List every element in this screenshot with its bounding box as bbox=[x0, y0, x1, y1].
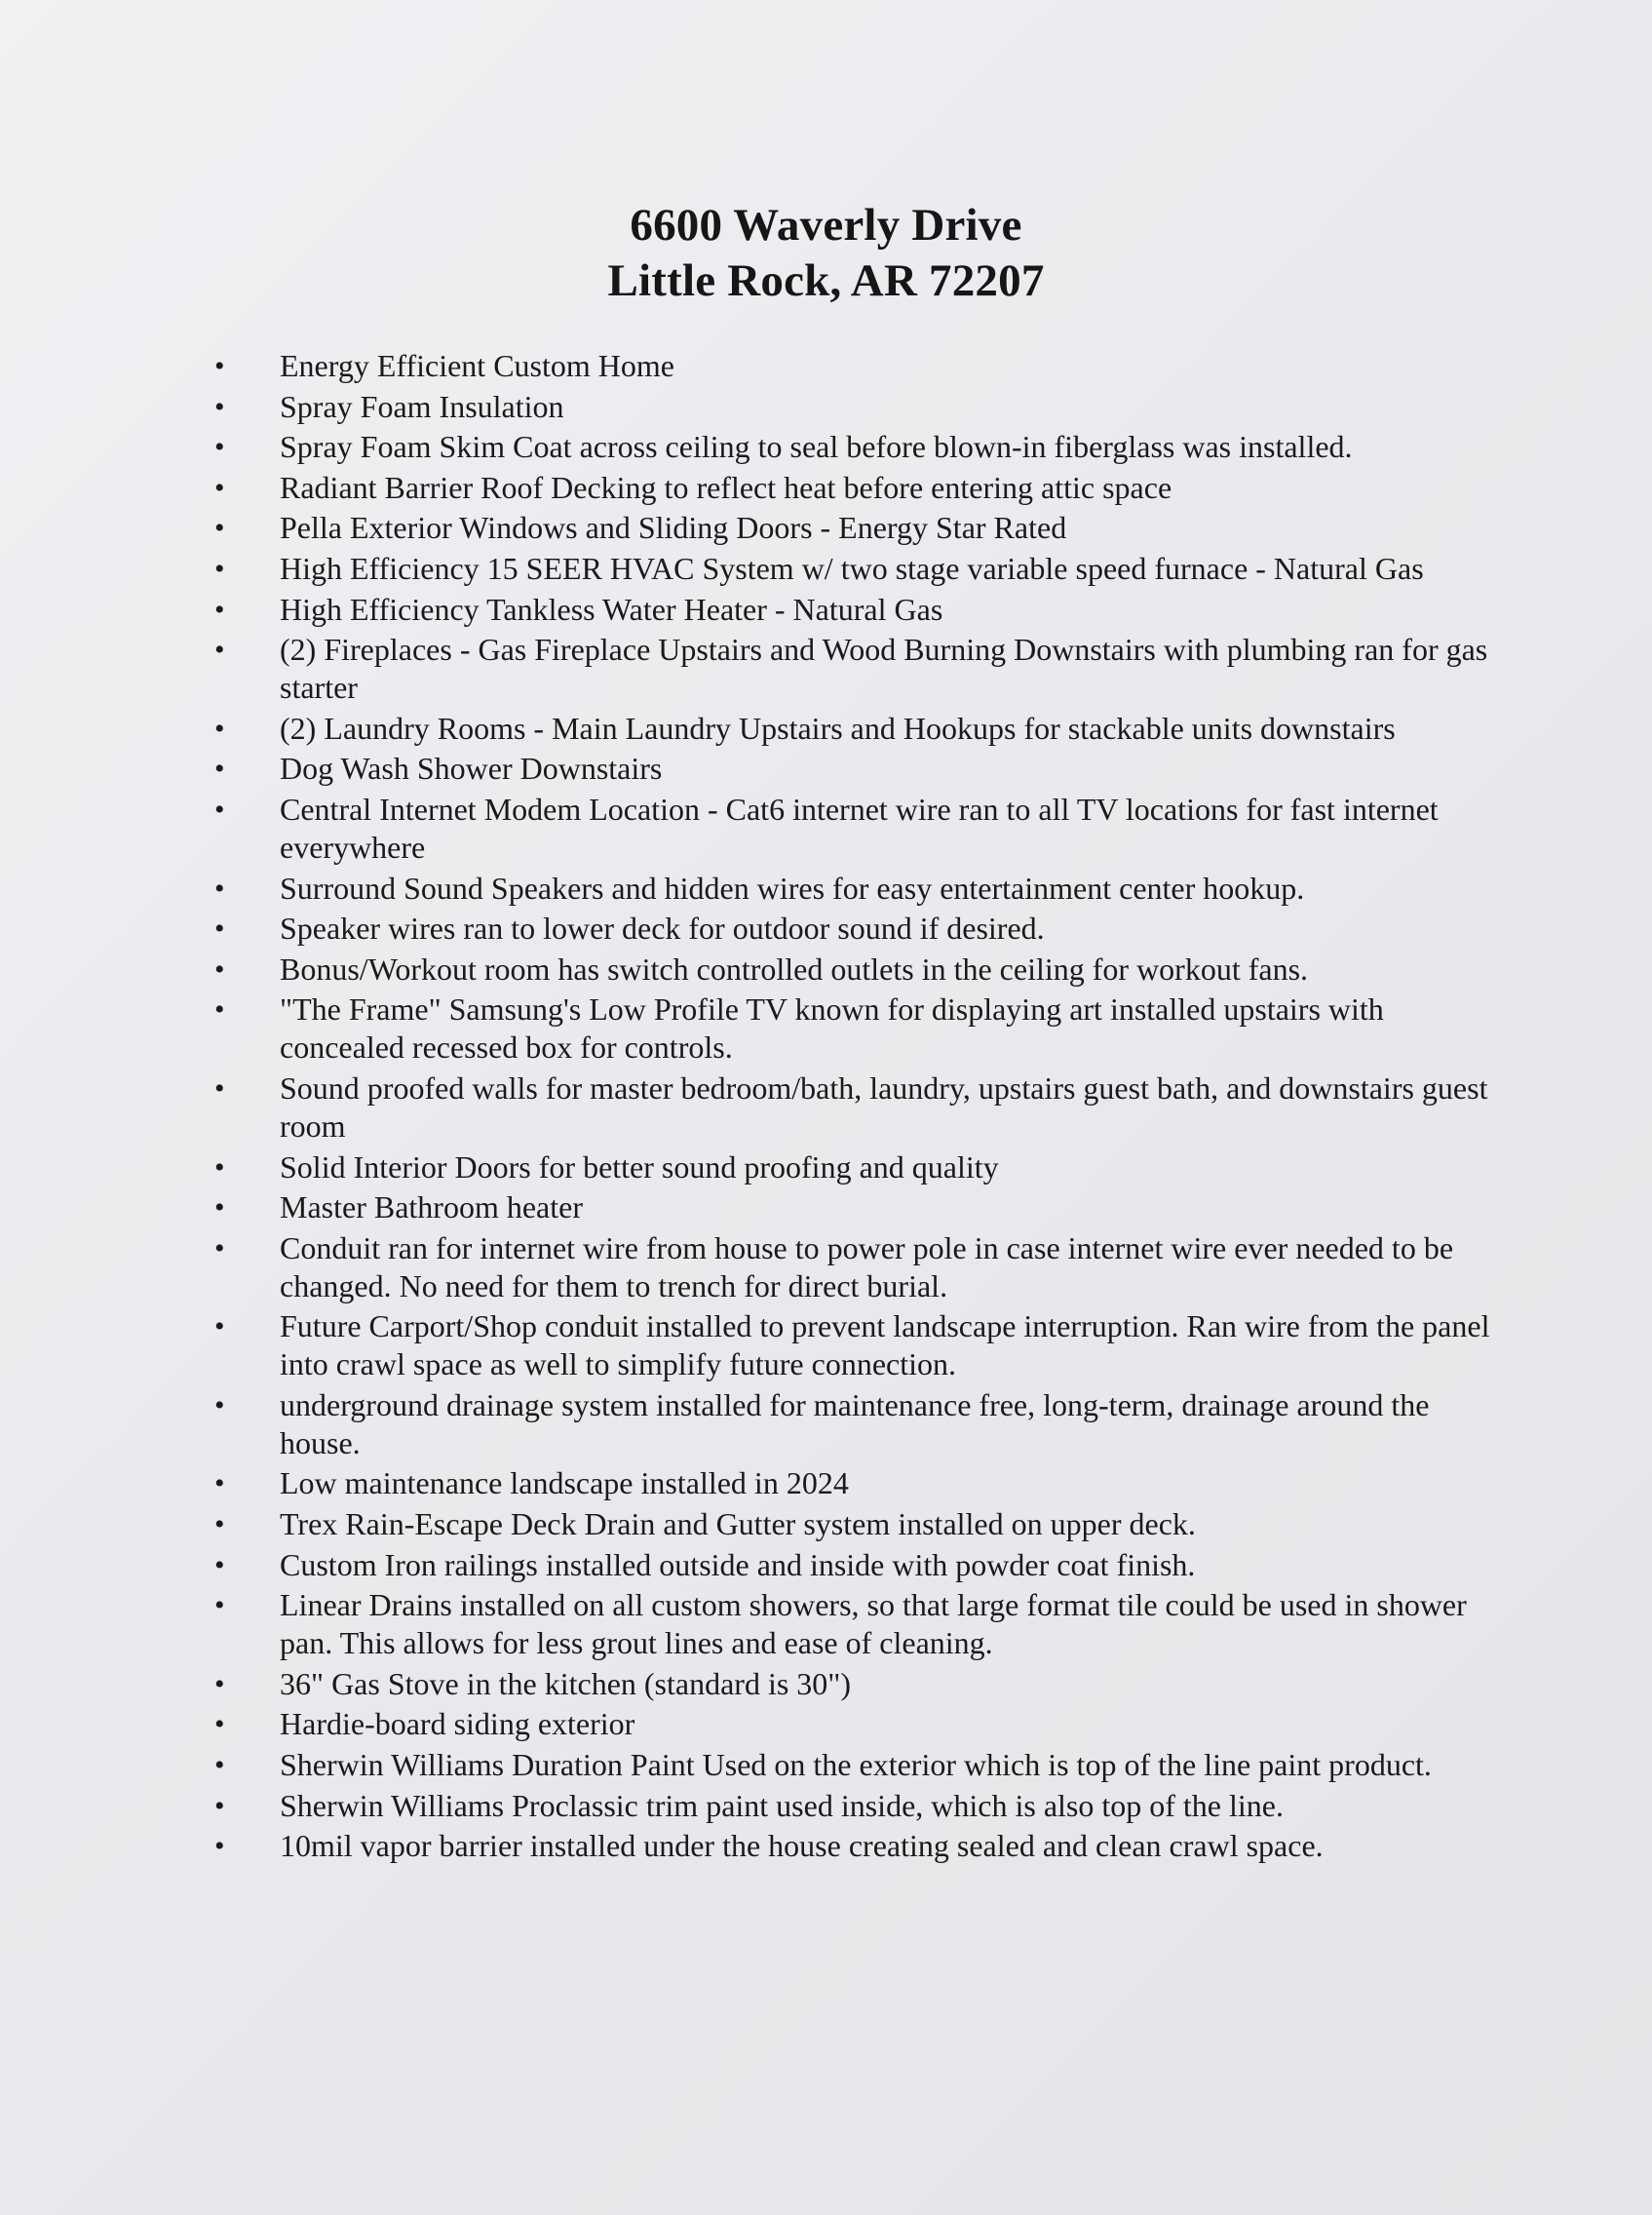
bullet-icon: • bbox=[214, 753, 225, 786]
bullet-icon: • bbox=[214, 471, 225, 504]
bullet-icon: • bbox=[214, 1310, 225, 1343]
feature-item bbox=[185, 791, 1491, 867]
bullet-icon: • bbox=[214, 1830, 225, 1863]
feature-item bbox=[185, 428, 1491, 466]
feature-item bbox=[185, 1188, 1491, 1226]
feature-item bbox=[185, 910, 1491, 948]
feature-item bbox=[185, 388, 1491, 426]
feature-item bbox=[185, 1148, 1491, 1186]
bullet-icon: • bbox=[214, 593, 225, 626]
bullet-icon: • bbox=[214, 1191, 225, 1224]
feature-item bbox=[185, 870, 1491, 908]
feature-text: (2) Fireplaces - Gas Fireplace Upstairs and Wood Burning Downstairs with plumbing ran for gas starter bbox=[280, 632, 1488, 706]
feature-text: (2) Laundry Rooms - Main Laundry Upstairs and Hookups for stackable units downstairs bbox=[280, 710, 1396, 746]
bullet-icon: • bbox=[214, 1071, 225, 1105]
bullet-icon: • bbox=[214, 1548, 225, 1581]
bullet-icon: • bbox=[214, 552, 225, 585]
feature-text: 10mil vapor barrier installed under the house creating sealed and clean crawl space. bbox=[280, 1828, 1324, 1864]
bullet-icon: • bbox=[214, 1231, 225, 1264]
feature-text: Sherwin Williams Duration Paint Used on the exterior which is top of the line paint product. bbox=[280, 1747, 1432, 1783]
feature-text: Spray Foam Insulation bbox=[280, 388, 564, 424]
feature-item bbox=[185, 750, 1491, 788]
feature-item bbox=[185, 550, 1491, 588]
bullet-icon: • bbox=[214, 634, 225, 667]
feature-item bbox=[185, 1586, 1491, 1662]
feature-item bbox=[185, 591, 1491, 629]
bullet-icon: • bbox=[214, 512, 225, 545]
bullet-icon: • bbox=[214, 1749, 225, 1782]
feature-text: Future Carport/Shop conduit installed to prevent landscape interruption. Ran wire from the panel into crawl space as well to simplify future connection. bbox=[280, 1308, 1490, 1382]
feature-text: High Efficiency Tankless Water Heater - Natural Gas bbox=[280, 591, 943, 627]
feature-text: Sherwin Williams Proclassic trim paint used inside, which is also top of the line. bbox=[280, 1787, 1284, 1823]
feature-item bbox=[185, 1505, 1491, 1543]
bullet-icon: • bbox=[214, 1150, 225, 1184]
bullet-icon: • bbox=[214, 1508, 225, 1541]
feature-text: Conduit ran for internet wire from house to power pole in case internet wire ever needed to be changed. No need for them to trench for direct burial. bbox=[280, 1229, 1454, 1303]
feature-text: High Efficiency 15 SEER HVAC System w/ two stage variable speed furnace - Natural Gas bbox=[280, 550, 1424, 586]
feature-text: Bonus/Workout room has switch controlled outlets in the ceiling for workout fans. bbox=[280, 951, 1309, 987]
feature-item bbox=[185, 951, 1491, 989]
bullet-icon: • bbox=[214, 712, 225, 745]
feature-item bbox=[185, 1705, 1491, 1743]
feature-item bbox=[185, 1229, 1491, 1305]
bullet-icon: • bbox=[214, 913, 225, 946]
feature-text: Linear Drains installed on all custom showers, so that large format tile could be used in shower pan. This allows for less grout lines and ease of cleaning. bbox=[280, 1587, 1467, 1661]
bullet-icon: • bbox=[214, 431, 225, 464]
feature-text: Solid Interior Doors for better sound proofing and quality bbox=[280, 1148, 999, 1185]
bullet-icon: • bbox=[214, 1388, 225, 1421]
bullet-icon: • bbox=[214, 1789, 225, 1822]
feature-text: Custom Iron railings installed outside and inside with powder coat finish. bbox=[280, 1546, 1196, 1582]
bullet-icon: • bbox=[214, 872, 225, 905]
address-city-state-zip: Little Rock, AR 72207 bbox=[607, 255, 1045, 306]
bullet-icon: • bbox=[214, 793, 225, 826]
feature-text: Radiant Barrier Roof Decking to reflect heat before entering attic space bbox=[280, 469, 1172, 505]
feature-item bbox=[185, 1827, 1491, 1865]
feature-item bbox=[185, 710, 1491, 748]
feature-text: Trex Rain-Escape Deck Drain and Gutter system installed on upper deck. bbox=[280, 1506, 1196, 1542]
bullet-icon: • bbox=[214, 952, 225, 986]
feature-text: Energy Efficient Custom Home bbox=[280, 348, 674, 383]
feature-text: "The Frame" Samsung's Low Profile TV known for displaying art installed upstairs with concealed recessed box for controls. bbox=[280, 991, 1384, 1066]
feature-text: Spray Foam Skim Coat across ceiling to seal before blown-in fiberglass was installed. bbox=[280, 429, 1353, 465]
feature-text: 36" Gas Stove in the kitchen (standard is 30") bbox=[280, 1665, 852, 1701]
feature-text: underground drainage system installed for maintenance free, long-term, drainage around the house. bbox=[280, 1386, 1430, 1460]
feature-text: Sound proofed walls for master bedroom/bath, laundry, upstairs guest bath, and downstairs guest room bbox=[280, 1069, 1488, 1144]
feature-text: Low maintenance landscape installed in 2024 bbox=[280, 1465, 849, 1501]
feature-list bbox=[185, 347, 1491, 1868]
bullet-icon: • bbox=[214, 1667, 225, 1700]
bullet-icon: • bbox=[214, 390, 225, 423]
feature-text: Speaker wires ran to lower deck for outdoor sound if desired. bbox=[280, 911, 1045, 947]
bullet-icon: • bbox=[214, 350, 225, 382]
bullet-icon: • bbox=[214, 1467, 225, 1500]
address-header bbox=[0, 198, 1652, 309]
bullet-icon: • bbox=[214, 993, 225, 1027]
bullet-icon: • bbox=[214, 1708, 225, 1741]
feature-text: Master Bathroom heater bbox=[280, 1189, 583, 1225]
feature-item bbox=[185, 1307, 1491, 1383]
feature-item bbox=[185, 1386, 1491, 1462]
feature-text: Dog Wash Shower Downstairs bbox=[280, 751, 663, 787]
feature-text: Central Internet Modem Location - Cat6 internet wire ran to all TV locations for fast internet everywhere bbox=[280, 791, 1439, 865]
feature-item bbox=[185, 347, 1491, 385]
bullet-icon: • bbox=[214, 1589, 225, 1622]
feature-item bbox=[185, 1665, 1491, 1703]
feature-text: Pella Exterior Windows and Sliding Doors - Energy Star Rated bbox=[280, 510, 1067, 546]
address-street: 6600 Waverly Drive bbox=[630, 200, 1022, 251]
feature-text: Surround Sound Speakers and hidden wires for easy entertainment center hookup. bbox=[280, 870, 1305, 906]
feature-item bbox=[185, 1069, 1491, 1146]
feature-item bbox=[185, 991, 1491, 1067]
feature-item bbox=[185, 469, 1491, 507]
feature-item bbox=[185, 1746, 1491, 1784]
feature-text: Hardie-board siding exterior bbox=[280, 1706, 635, 1742]
feature-item bbox=[185, 1464, 1491, 1502]
feature-item bbox=[185, 1546, 1491, 1584]
feature-item bbox=[185, 631, 1491, 707]
feature-item bbox=[185, 509, 1491, 547]
feature-item bbox=[185, 1787, 1491, 1825]
